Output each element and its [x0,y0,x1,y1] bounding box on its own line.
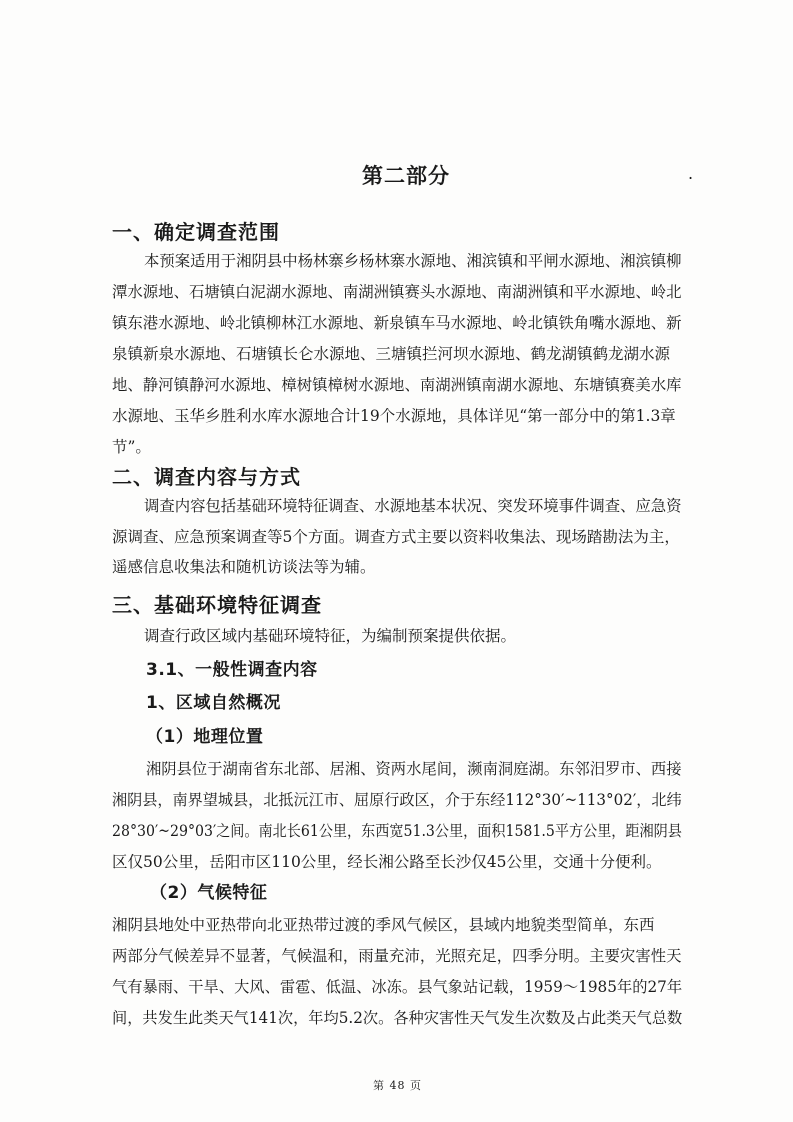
paragraph-line: 调查内容包括基础环境特征调查、水源地基本状况、突发环境事件调查、应急资 [144,497,682,515]
paragraph-line: 湘阴县，南界望城县，北抵沅江市、屈原行政区，介于东经112°30′~113°02′，北纬 [112,791,682,809]
paragraph-line: 节”。 [112,438,151,456]
subsection-heading: （2）气候特征 [150,883,268,903]
paragraph-line: 地、静河镇静河水源地、樟树镇樟树水源地、南湖洲镇南湖水源地、东塘镇赛美水库 [112,376,682,394]
paragraph-line: 湘阴县地处中亚热带向北亚热带过渡的季风气候区，县域内地貌类型简单，东西 [112,916,655,934]
section-heading-method: 二、调查内容与方式 [112,465,301,489]
paragraph-line: 两部分气候差异不显著，气候温和，雨量充沛，光照充足，四季分明。主要灾害性天 [112,947,682,965]
subsection-heading: 3.1、一般性调查内容 [146,660,318,680]
paragraph-line: 遥感信息收集法和随机访谈法等为辅。 [112,558,376,576]
subsection-heading: 1、区域自然概况 [146,693,281,713]
paragraph-line: 水源地、玉华乡胜利水库水源地合计19个水源地，具体详见“第一部分中的第1.3章 [112,407,676,425]
paragraph-line: 区仅50公里，岳阳市区110公里，经长湘公路至长沙仅45公里，交通十分便利。 [112,853,662,871]
subsection-heading: （1）地理位置 [146,727,264,747]
paragraph-line: 间，共发生此类天气141次，年均5.2次。各种灾害性天气发生次数及占此类天气总数 [112,1009,683,1027]
paragraph-line: 湘阴县位于湖南省东北部、居湘、资两水尾间，濒南洞庭湖。东邻汨罗市、西接 [146,760,682,778]
page-number: 第 48 页 [373,1079,422,1092]
paragraph-line: 源调查、应急预案调查等5个方面。调查方式主要以资料收集法、现场踏勘法为主， [112,528,680,546]
paragraph-line: 本预案适用于湘阴县中杨林寨乡杨林寨水源地、湘滨镇和平闸水源地、湘滨镇柳 [144,252,682,270]
section-heading-scope: 一、确定调查范围 [112,220,280,244]
paragraph-line: 气有暴雨、干旱、大风、雷雹、低温、冰冻。县气象站记载，1959～1985年的27年 [112,978,683,996]
paragraph-line: 泉镇新泉水源地、石塘镇长仑水源地、三塘镇拦河坝水源地、鹤龙湖镇鹤龙湖水源 [112,345,671,363]
paragraph-line: 潭水源地、石塘镇白泥湖水源地、南湖洲镇赛头水源地、南湖洲镇和平水源地、岭北 [112,283,682,301]
paragraph-line: 镇东港水源地、岭北镇柳林江水源地、新泉镇车马水源地、岭北镇铁角嘴水源地、新 [112,314,682,332]
page-title: 第二部分 [362,164,450,188]
section-heading-environment: 三、基础环境特征调查 [112,593,322,617]
paragraph-line: 28°30′~29°03′之间。南北长61公里，东西宽51.3公里，面积1581.5平方公里，距湘阴县 [112,822,682,840]
title-mark: . [688,164,694,183]
paragraph-line: 调查行政区域内基础环境特征，为编制预案提供依据。 [144,627,517,645]
